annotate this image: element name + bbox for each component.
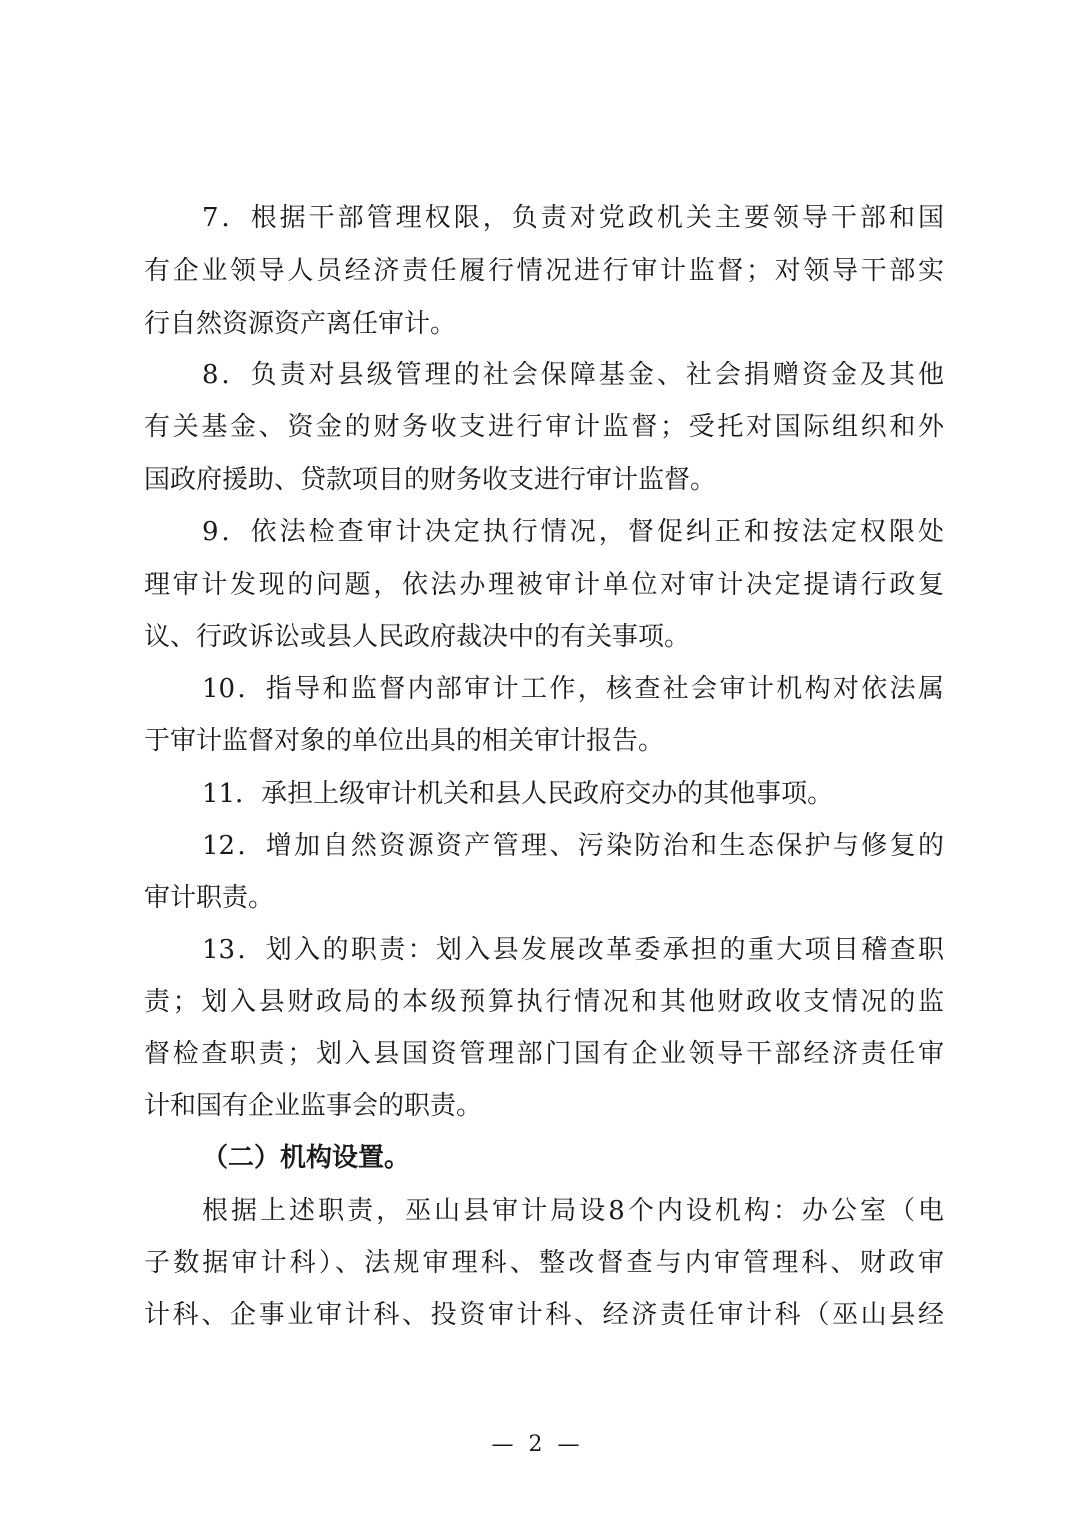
page-number: — 2 —	[491, 1432, 584, 1457]
paragraph-11-line-1: 11．承担上级审计机关和县人民政府交办的其他事项。	[202, 779, 834, 809]
paragraph-13-line-4: 计和国有企业监事会的职责。	[144, 1091, 483, 1121]
paragraph-8-line-2: 有关基金、资金的财务收支进行审计监督；受托对国际组织和外	[144, 412, 944, 442]
paragraph-8-line-1: 8．负责对县级管理的社会保障基金、社会捐赠资金及其他	[202, 360, 944, 390]
paragraph-7-line-2: 有企业领导人员经济责任履行情况进行审计监督；对领导干部实	[144, 256, 944, 286]
paragraph-13-line-3: 督检查职责；划入县国资管理部门国有企业领导干部经济责任审	[144, 1039, 944, 1069]
paragraph-13-line-1: 13．划入的职责：划入县发展改革委承担的重大项目稽查职	[202, 935, 944, 965]
paragraph-12-line-1: 12．增加自然资源资产管理、污染防治和生态保护与修复的	[202, 831, 944, 861]
paragraph-8-line-3: 国政府援助、贷款项目的财务收支进行审计监督。	[144, 465, 717, 495]
organization-paragraph-line-1: 根据上述职责，巫山县审计局设8个内设机构：办公室（电	[202, 1196, 944, 1226]
paragraph-9-line-2: 理审计发现的问题，依法办理被审计单位对审计决定提请行政复	[144, 570, 944, 600]
paragraph-12-line-2: 审计职责。	[144, 883, 275, 913]
paragraph-10-line-1: 10．指导和监督内部审计工作，核查社会审计机构对依法属	[202, 674, 944, 704]
organization-paragraph-line-3: 计科、企事业审计科、投资审计科、经济责任审计科（巫山县经	[144, 1300, 944, 1330]
paragraph-7-line-3: 行自然资源资产离任审计。	[144, 309, 457, 339]
paragraph-9-line-1: 9．依法检查审计决定执行情况，督促纠正和按法定权限处	[202, 517, 944, 547]
paragraph-7-line-1: 7．根据干部管理权限，负责对党政机关主要领导干部和国	[202, 203, 944, 233]
paragraph-10-line-2: 于审计监督对象的单位出具的相关审计报告。	[144, 726, 665, 756]
paragraph-9-line-3: 议、行政诉讼或县人民政府裁决中的有关事项。	[144, 622, 691, 652]
organization-paragraph-line-2: 子数据审计科）、法规审理科、整改督查与内审管理科、财政审	[144, 1248, 944, 1278]
section-heading-organization: （二）机构设置。	[202, 1143, 411, 1173]
paragraph-13-line-2: 责；划入县财政局的本级预算执行情况和其他财政收支情况的监	[144, 987, 944, 1017]
